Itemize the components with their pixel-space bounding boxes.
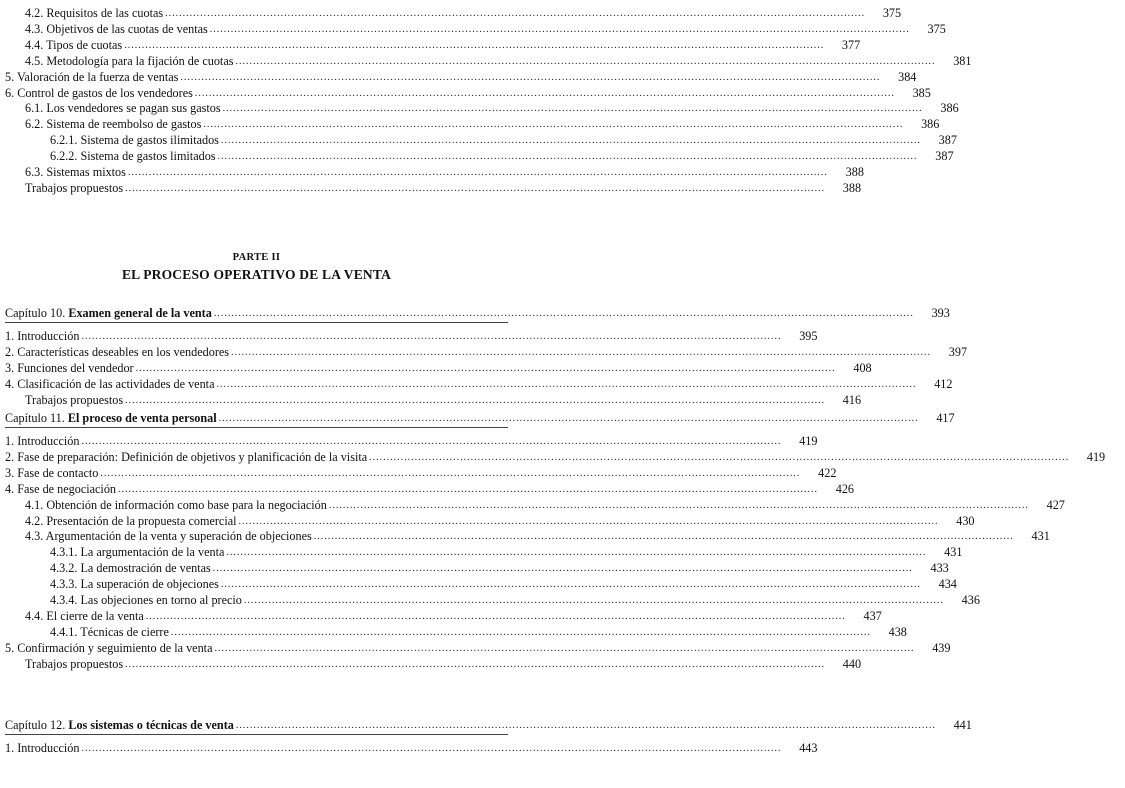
dot-leader: ........................................................................................................................................................................................................	[170, 627, 871, 638]
toc-page-number: 387	[938, 133, 957, 147]
toc-entry-label: 6.2.2. Sistema de gastos limitados	[50, 149, 216, 163]
chapter-title: El proceso de venta personal	[67, 411, 217, 425]
dot-leader: ........................................................................................................................................................................................................	[222, 103, 923, 114]
dot-leader: ........................................................................................................................................................................................................	[217, 151, 918, 162]
dot-leader: ........................................................................................................................................................................................................	[218, 413, 919, 424]
dot-leader: ........................................................................................................................................................................................................	[81, 743, 782, 754]
toc-entry-label: 4.5. Metodología para la fijación de cuotas	[25, 54, 234, 68]
toc-entry	[0, 115, 940, 131]
toc-entry-label: 1. Introducción	[5, 741, 80, 755]
toc-page-number: 437	[863, 609, 882, 623]
chapter-prefix: Capítulo 12.	[5, 718, 66, 732]
dot-leader: ........................................................................................................................................................................................................	[235, 720, 936, 731]
toc-entry-label: 4.2. Presentación de la propuesta comercial	[25, 514, 237, 528]
toc-entry-label: Trabajos propuestos	[25, 657, 124, 671]
dot-leader: ........................................................................................................................................................................................................	[238, 516, 939, 527]
toc-entry-label: 6. Control de gastos de los vendedores	[5, 86, 193, 100]
chapter-heading	[0, 306, 214, 320]
part-label: PARTE II	[232, 252, 281, 263]
toc-page-number: 439	[932, 641, 951, 655]
toc-entry	[0, 131, 957, 147]
toc-entry	[0, 4, 902, 20]
toc-entry-label: 6.1. Los vendedores se pagan sus gastos	[25, 101, 221, 115]
toc-page-number: 430	[956, 514, 975, 528]
chapter-heading	[0, 718, 236, 732]
toc-entry-label: 4.3.3. La superación de objeciones	[50, 577, 219, 591]
dot-leader: ........................................................................................................................................................................................................	[125, 183, 826, 194]
toc-entry	[0, 496, 1065, 512]
toc-entry	[0, 607, 882, 623]
toc-entry	[0, 84, 931, 100]
dot-leader: ........................................................................................................................................................................................................	[209, 24, 910, 35]
dot-leader: ........................................................................................................................................................................................................	[235, 56, 936, 67]
toc-page-number: 412	[934, 377, 953, 391]
dot-leader: ........................................................................................................................................................................................................	[124, 40, 825, 51]
toc-entry-label: 5. Valoración de la fuerza de ventas	[5, 70, 179, 84]
toc-page-number: 388	[842, 181, 862, 195]
dot-leader: ........................................................................................................................................................................................................	[118, 484, 819, 495]
chapter-prefix: Capítulo 11.	[5, 411, 65, 425]
toc-page-number: 377	[841, 38, 861, 52]
chapter-rule	[5, 734, 508, 735]
toc-entry-label: 2. Características deseables en los vendedores	[5, 345, 230, 359]
dot-leader: ........................................................................................................................................................................................................	[220, 579, 921, 590]
toc-page-number: 397	[948, 345, 968, 359]
toc-page-number: 375	[927, 22, 946, 36]
chapter-heading-row	[0, 304, 950, 320]
toc-entry-label: 2. Fase de preparación: Definición de objetivos y planificación de la visita	[5, 450, 368, 464]
toc-entry	[0, 464, 837, 480]
dot-leader: ........................................................................................................................................................................................................	[226, 547, 927, 558]
toc-entry	[0, 512, 975, 528]
toc-page-number: 387	[935, 149, 954, 163]
toc-page-number: 431	[944, 545, 963, 559]
toc-entry	[0, 52, 972, 68]
dot-leader: ........................................................................................................................................................................................................	[243, 595, 944, 606]
dot-leader: ........................................................................................................................................................................................................	[100, 468, 801, 479]
toc-entry	[0, 655, 862, 671]
toc-entry	[0, 623, 907, 639]
toc-page-number: 419	[799, 434, 818, 448]
toc-entry	[0, 739, 818, 755]
chapter-prefix: Capítulo 10.	[5, 306, 66, 320]
toc-entry-label: 4.3. Objetivos de las cuotas de ventas	[25, 22, 208, 36]
toc-entry	[0, 527, 1050, 543]
toc-entry	[0, 559, 949, 575]
chapter-heading-row	[0, 716, 972, 732]
dot-leader: ........................................................................................................................................................................................................	[127, 167, 828, 178]
toc-entry	[0, 432, 818, 448]
chapter-title: Examen general de la venta	[68, 306, 212, 320]
toc-entry-label: 4. Fase de negociación	[5, 482, 117, 496]
dot-leader: ........................................................................................................................................................................................................	[125, 659, 826, 670]
chapter-rule	[5, 427, 508, 428]
dot-leader: ........................................................................................................................................................................................................	[369, 452, 1070, 463]
dot-leader: ........................................................................................................................................................................................................	[220, 135, 921, 146]
toc-entry-label: 6.2.1. Sistema de gastos ilimitados	[50, 133, 219, 147]
toc-entry	[0, 448, 1106, 464]
dot-leader: ........................................................................................................................................................................................................	[81, 331, 782, 342]
toc-entry-label: 5. Confirmación y seguimiento de la venta	[5, 641, 213, 655]
toc-page-number: 375	[882, 6, 902, 20]
toc-entry-label: 4.4.1. Técnicas de cierre	[50, 625, 169, 639]
toc-entry-label: 6.2. Sistema de reembolso de gastos	[25, 117, 202, 131]
toc-entry-label: 4.3.4. Las objeciones en torno al precio	[50, 593, 242, 607]
toc-entry	[0, 343, 968, 359]
toc-page-number: 381	[953, 54, 972, 68]
toc-entry	[0, 575, 957, 591]
dot-leader: ........................................................................................................................................................................................................	[328, 500, 1029, 511]
toc-entry	[0, 591, 980, 607]
dot-leader: ........................................................................................................................................................................................................	[135, 363, 836, 374]
toc-entry	[0, 99, 959, 115]
toc-entry-label: 6.3. Sistemas mixtos	[25, 165, 126, 179]
toc-page-number: 386	[921, 117, 940, 131]
toc-page-number: 441	[953, 718, 972, 732]
toc-page-number: 388	[845, 165, 864, 179]
toc-entry-label: 1. Introducción	[5, 329, 80, 343]
toc-entry-label: 4.4. Tipos de cuotas	[25, 38, 123, 52]
toc-page-number: 422	[818, 466, 837, 480]
toc-page-number: 433	[930, 561, 949, 575]
toc-entry	[0, 179, 862, 195]
toc-entry-label: Trabajos propuestos	[25, 181, 124, 195]
toc-entry	[0, 375, 953, 391]
toc-page-number: 395	[799, 329, 818, 343]
toc-entry	[0, 36, 861, 52]
toc-entry-label: 4.1. Obtención de información como base para la negociación	[25, 498, 327, 512]
dot-leader: ........................................................................................................................................................................................................	[212, 563, 913, 574]
chapter-title: Los sistemas o técnicas de venta	[68, 718, 234, 732]
dot-leader: ........................................................................................................................................................................................................	[165, 8, 866, 19]
toc-entry-label: 4.4. El cierre de la venta	[25, 609, 144, 623]
toc-page-number: 419	[1086, 450, 1106, 464]
toc-page-number: 438	[888, 625, 907, 639]
toc-page-number: 385	[912, 86, 931, 100]
toc-entry	[0, 543, 963, 559]
dot-leader: ........................................................................................................................................................................................................	[213, 308, 914, 319]
toc-page-number: 417	[936, 411, 955, 425]
dot-leader: ........................................................................................................................................................................................................	[180, 72, 881, 83]
toc-entry-label: 3. Funciones del vendedor	[5, 361, 134, 375]
toc-entry-label: 3. Fase de contacto	[5, 466, 99, 480]
toc-page-number: 443	[799, 741, 818, 755]
chapter-heading	[0, 411, 219, 425]
toc-entry	[0, 391, 862, 407]
toc-entry-label: 1. Introducción	[5, 434, 80, 448]
dot-leader: ........................................................................................................................................................................................................	[145, 611, 846, 622]
toc-entry	[0, 147, 954, 163]
toc-page-number: 416	[842, 393, 862, 407]
toc-page-number: 431	[1031, 529, 1050, 543]
toc-entry	[0, 163, 864, 179]
chapter-heading-row	[0, 409, 955, 425]
toc-page-number: 436	[961, 593, 980, 607]
toc-page-number: 386	[940, 101, 959, 115]
dot-leader: ........................................................................................................................................................................................................	[81, 436, 782, 447]
toc-page-number: 408	[853, 361, 872, 375]
part-title: EL PROCESO OPERATIVO DE LA VENTA	[121, 267, 392, 282]
toc-entry-label: Trabajos propuestos	[25, 393, 124, 407]
toc-page-number: 440	[842, 657, 862, 671]
toc-entry	[0, 20, 946, 36]
dot-leader: ........................................................................................................................................................................................................	[214, 643, 915, 654]
dot-leader: ........................................................................................................................................................................................................	[125, 395, 826, 406]
dot-leader: ........................................................................................................................................................................................................	[216, 379, 917, 390]
toc-entry	[0, 480, 855, 496]
toc-entry-label: 4.3.1. La argumentación de la venta	[50, 545, 225, 559]
toc-page-number: 427	[1046, 498, 1065, 512]
chapter-rule	[5, 322, 508, 323]
dot-leader: ........................................................................................................................................................................................................	[313, 531, 1014, 542]
toc-entry	[0, 68, 917, 84]
dot-leader: ........................................................................................................................................................................................................	[203, 119, 904, 130]
toc-entry-label: 4.3. Argumentación de la venta y superación de objeciones	[25, 529, 312, 543]
toc-page-number: 434	[938, 577, 957, 591]
dot-leader: ........................................................................................................................................................................................................	[231, 347, 932, 358]
toc-entry	[0, 359, 872, 375]
toc-page-number: 384	[898, 70, 917, 84]
dot-leader: ........................................................................................................................................................................................................	[194, 88, 895, 99]
toc-page-number: 426	[835, 482, 855, 496]
toc-entry-label: 4.2. Requisitos de las cuotas	[25, 6, 164, 20]
toc-entry	[0, 327, 818, 343]
toc-entry-label: 4. Clasificación de las actividades de venta	[5, 377, 215, 391]
toc-entry-label: 4.3.2. La demostración de ventas	[50, 561, 211, 575]
toc-entry	[0, 639, 951, 655]
toc-page-number: 393	[931, 306, 950, 320]
